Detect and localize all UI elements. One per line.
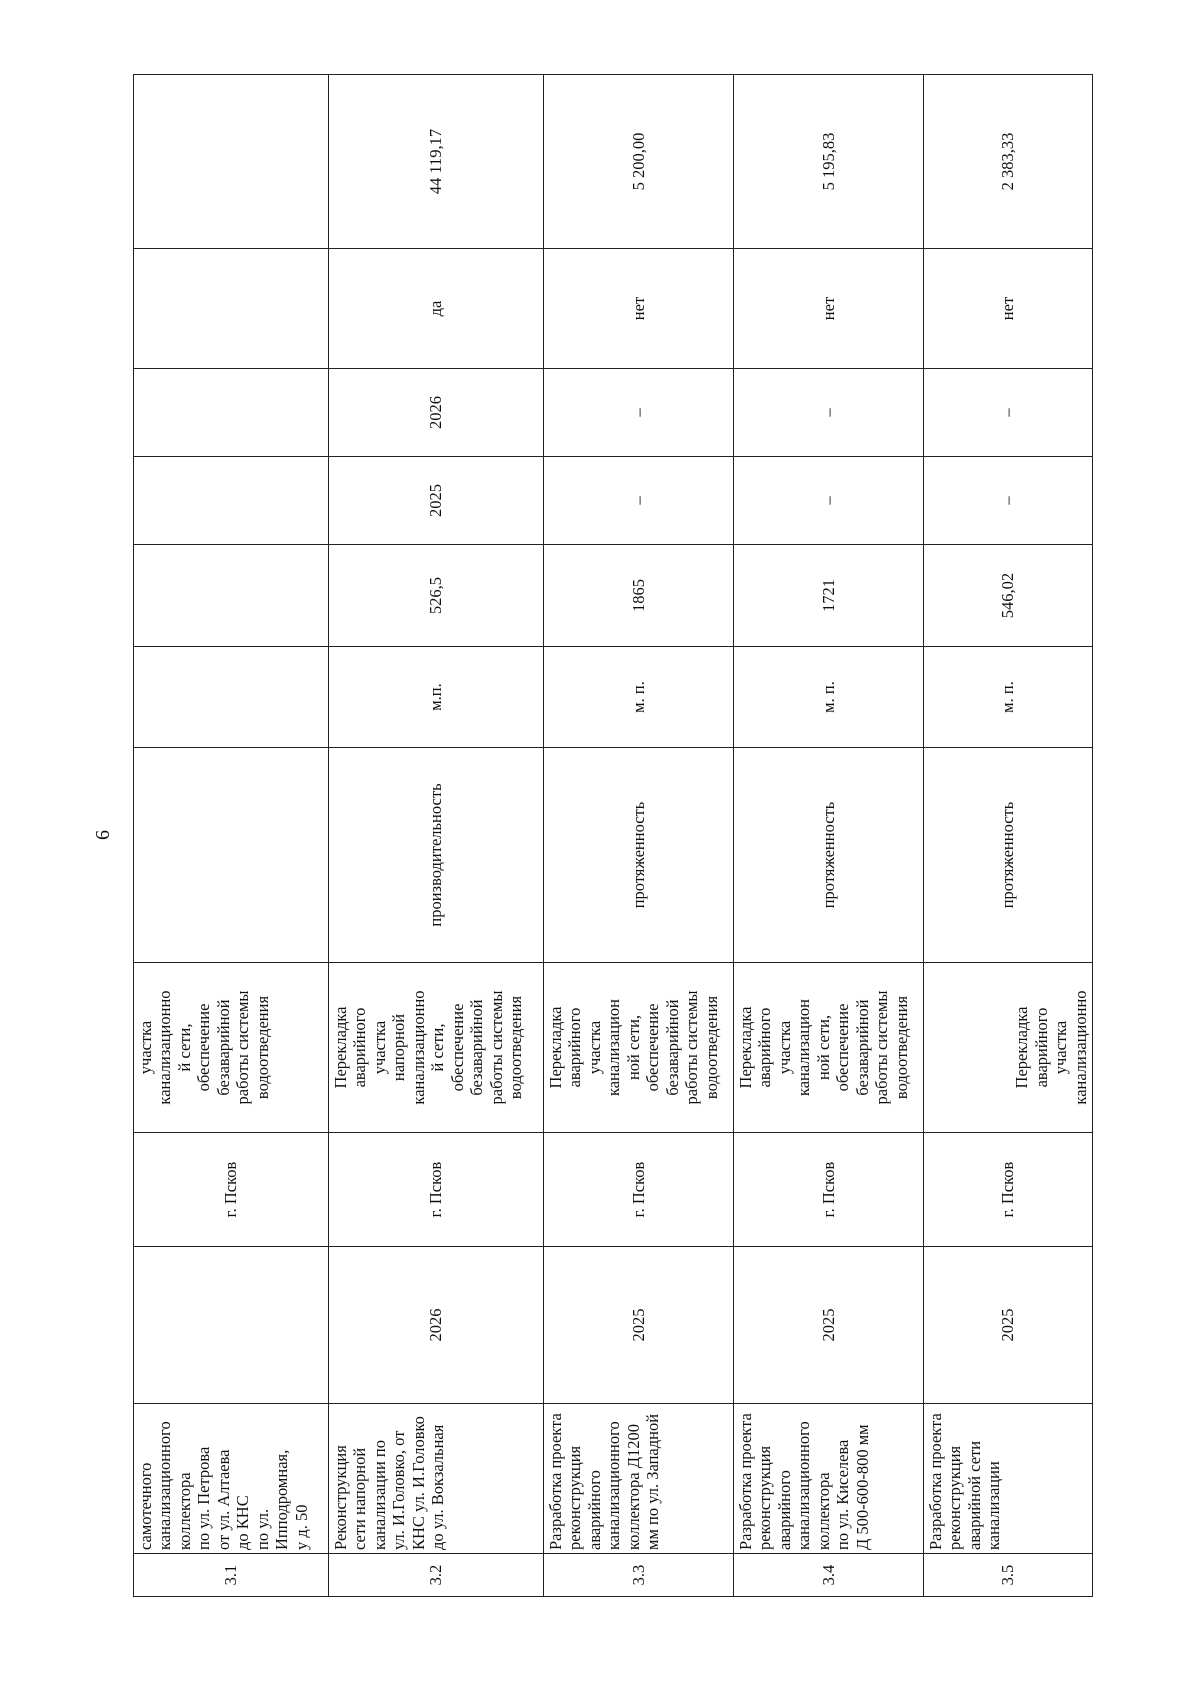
- project-name-cell-line: коллектора Д1200: [623, 1424, 643, 1550]
- cost-cell: 2 383,33: [924, 75, 1093, 249]
- project-name-cell-line: Реконструкция: [331, 1445, 350, 1550]
- project-name-cell: [734, 1404, 924, 1554]
- unit-cell: м. п.: [734, 647, 924, 748]
- year-2026-cell: –: [924, 369, 1093, 457]
- row-number-cell: 3.3: [544, 1554, 734, 1597]
- project-name-cell-line: по ул. Петрова: [194, 1446, 214, 1550]
- indicator-value-cell: [134, 545, 329, 647]
- flag-cell: нет: [544, 249, 734, 369]
- cost-cell: [134, 75, 329, 249]
- table-row: [544, 75, 734, 1597]
- project-name-cell-line: Разработка проекта: [736, 1413, 755, 1550]
- year-2026-cell: [134, 369, 329, 457]
- flag-cell: [134, 249, 329, 369]
- purpose-cell-line: аварийного: [755, 1007, 775, 1088]
- purpose-cell-line: канализационно: [155, 990, 175, 1105]
- purpose-cell-line: водоотведения: [252, 995, 272, 1100]
- cost-cell: 5 195,83: [734, 75, 924, 249]
- implementation-year-cell: 2025: [544, 1247, 734, 1404]
- project-name-cell-line: мм по ул. Западной: [643, 1413, 663, 1550]
- purpose-cell-line: водоотведения: [891, 995, 911, 1100]
- year-2026-cell: 2026: [329, 369, 544, 457]
- row-number-cell: 3.1: [134, 1554, 329, 1597]
- purpose-cell-line: участка: [1051, 1020, 1071, 1075]
- project-name-cell-line: ул. И.Головко, от: [389, 1430, 409, 1550]
- project-name-cell-line: КНС ул. И.Головко: [408, 1416, 428, 1550]
- project-name-cell: [924, 1404, 1093, 1554]
- unit-cell: м. п.: [544, 647, 734, 748]
- project-name-cell-line: самотечного: [136, 1462, 155, 1550]
- unit-cell: м. п.: [924, 647, 1093, 748]
- purpose-cell-line: Перекладка: [331, 1006, 350, 1089]
- indicator-cell: протяженность: [924, 748, 1093, 963]
- purpose-cell-line: канализационно: [1070, 990, 1090, 1105]
- indicator-value-cell: 526,5: [329, 545, 544, 647]
- purpose-cell-line: аварийного: [565, 1007, 585, 1088]
- implementation-year-cell: 2025: [924, 1247, 1093, 1404]
- project-name-cell-line: канализации: [984, 1461, 1004, 1550]
- purpose-cell-line: обеспечение: [643, 1003, 663, 1092]
- project-name-cell-line: до ул. Вокзальная: [428, 1424, 448, 1550]
- project-name-cell-line: канализации по: [369, 1440, 389, 1550]
- purpose-cell-line: участка: [584, 1020, 604, 1075]
- indicator-value-cell: 1721: [734, 545, 924, 647]
- purpose-cell-line: безаварийной: [467, 999, 487, 1096]
- cost-cell: 44 119,17: [329, 75, 544, 249]
- purpose-cell-line: обеспечение: [194, 1003, 214, 1092]
- implementation-year-cell: 2026: [329, 1247, 544, 1404]
- year-2026-cell: –: [544, 369, 734, 457]
- purpose-cell-line: работы системы: [682, 990, 702, 1105]
- project-name-cell-line: аварийного: [584, 1470, 604, 1550]
- location-cell: г. Псков: [924, 1133, 1093, 1247]
- project-name-cell: [134, 1404, 329, 1554]
- purpose-cell-line: обеспечение: [447, 1003, 467, 1092]
- purpose-cell-line: безаварийной: [852, 999, 872, 1096]
- rotated-table-wrapper: [133, 75, 1092, 1597]
- purpose-cell-line: ной сети,: [623, 1014, 643, 1081]
- purpose-cell: [924, 963, 1093, 1133]
- project-name-cell-line: канализационного: [155, 1421, 175, 1550]
- purpose-cell-line: Перекладка: [736, 1006, 755, 1089]
- flag-cell: нет: [734, 249, 924, 369]
- project-name-cell-line: Ипподромная,: [272, 1449, 292, 1550]
- purpose-cell-line: участка: [774, 1020, 794, 1075]
- table-row: [734, 75, 924, 1597]
- purpose-cell-line: напорной: [389, 1013, 409, 1082]
- year-2025-cell: –: [734, 457, 924, 545]
- unit-cell: [134, 647, 329, 748]
- cost-cell: 5 200,00: [544, 75, 734, 249]
- purpose-cell-line: аварийного: [1031, 1007, 1051, 1088]
- year-2025-cell: –: [544, 457, 734, 545]
- flag-cell: нет: [924, 249, 1093, 369]
- project-name-cell-line: реконструкция: [945, 1445, 965, 1550]
- project-name-cell-line: Д 500-600-800 мм: [852, 1424, 872, 1550]
- purpose-cell-line: Перекладка: [1012, 1006, 1032, 1089]
- project-name-cell: [329, 1404, 544, 1554]
- indicator-cell: производительность: [329, 748, 544, 963]
- page-number: 6: [92, 830, 114, 840]
- purpose-cell: [544, 963, 734, 1133]
- year-2026-cell: –: [734, 369, 924, 457]
- project-name-cell-line: канализационного: [794, 1421, 814, 1550]
- flag-cell: да: [329, 249, 544, 369]
- purpose-cell-line: й сети,: [174, 1023, 194, 1072]
- project-name-cell-line: сети напорной: [350, 1447, 370, 1550]
- purpose-cell-line: работы системы: [486, 990, 506, 1105]
- location-cell: г. Псков: [544, 1133, 734, 1247]
- table-row: [924, 75, 1093, 1597]
- purpose-cell-line: ной сети,: [813, 1014, 833, 1081]
- purpose-cell-line: канализацион: [794, 998, 814, 1097]
- project-name-cell-line: Разработка проекта: [546, 1413, 565, 1550]
- location-cell: г. Псков: [329, 1133, 544, 1247]
- project-name-cell-line: аварийного: [774, 1470, 794, 1550]
- project-name-cell-line: канализационного: [604, 1421, 624, 1550]
- purpose-cell-line: водоотведения: [701, 995, 721, 1100]
- purpose-cell-line: работы системы: [872, 990, 892, 1105]
- purpose-cell-line: безаварийной: [213, 999, 233, 1096]
- purpose-cell-line: водоотведения: [506, 995, 526, 1100]
- purpose-cell-line: канализацион: [604, 998, 624, 1097]
- project-name-cell-line: по ул. Киселева: [833, 1439, 853, 1550]
- project-name-cell-line: по ул.: [252, 1508, 272, 1550]
- project-name-cell-line: от ул. Алтаева: [213, 1449, 233, 1550]
- project-name-cell-line: у д. 50: [291, 1504, 311, 1550]
- purpose-cell-line: обеспечение: [833, 1003, 853, 1092]
- purpose-cell-line: работы системы: [233, 990, 253, 1105]
- purpose-cell-line: участка: [136, 1020, 155, 1075]
- location-cell: г. Псков: [134, 1133, 329, 1247]
- project-name-cell-line: реконструкция: [565, 1445, 585, 1550]
- indicator-cell: протяженность: [544, 748, 734, 963]
- implementation-year-cell: [134, 1247, 329, 1404]
- purpose-cell-line: й сети,: [428, 1023, 448, 1072]
- purpose-cell: [329, 963, 544, 1133]
- purpose-cell-line: безаварийной: [662, 999, 682, 1096]
- table-body: [134, 75, 1093, 1597]
- purpose-cell: [134, 963, 329, 1133]
- table-row: [329, 75, 544, 1597]
- purpose-cell: [734, 963, 924, 1133]
- project-name-cell-line: коллектора: [813, 1472, 833, 1550]
- purpose-cell-line: участка: [369, 1020, 389, 1075]
- purpose-cell-line: Перекладка: [546, 1006, 565, 1089]
- indicator-cell: [134, 748, 329, 963]
- project-name-cell-line: Разработка проекта: [926, 1413, 945, 1550]
- row-number-cell: 3.5: [924, 1554, 1093, 1597]
- project-name-cell-line: коллектора: [174, 1472, 194, 1550]
- purpose-cell-line: аварийного: [350, 1007, 370, 1088]
- year-2025-cell: –: [924, 457, 1093, 545]
- year-2025-cell: 2025: [329, 457, 544, 545]
- project-name-cell-line: аварийной сети: [964, 1440, 984, 1550]
- location-cell: г. Псков: [734, 1133, 924, 1247]
- implementation-year-cell: 2025: [734, 1247, 924, 1404]
- indicator-value-cell: 546,02: [924, 545, 1093, 647]
- investment-table: [133, 74, 1093, 1597]
- row-number-cell: 3.2: [329, 1554, 544, 1597]
- indicator-value-cell: 1865: [544, 545, 734, 647]
- indicator-cell: протяженность: [734, 748, 924, 963]
- project-name-cell-line: до КНС: [233, 1495, 253, 1550]
- project-name-cell-line: реконструкция: [755, 1445, 775, 1550]
- row-number-cell: 3.4: [734, 1554, 924, 1597]
- project-name-cell: [544, 1404, 734, 1554]
- year-2025-cell: [134, 457, 329, 545]
- table-row: [134, 75, 329, 1597]
- purpose-cell-line: канализационно: [408, 990, 428, 1105]
- unit-cell: м.п.: [329, 647, 544, 748]
